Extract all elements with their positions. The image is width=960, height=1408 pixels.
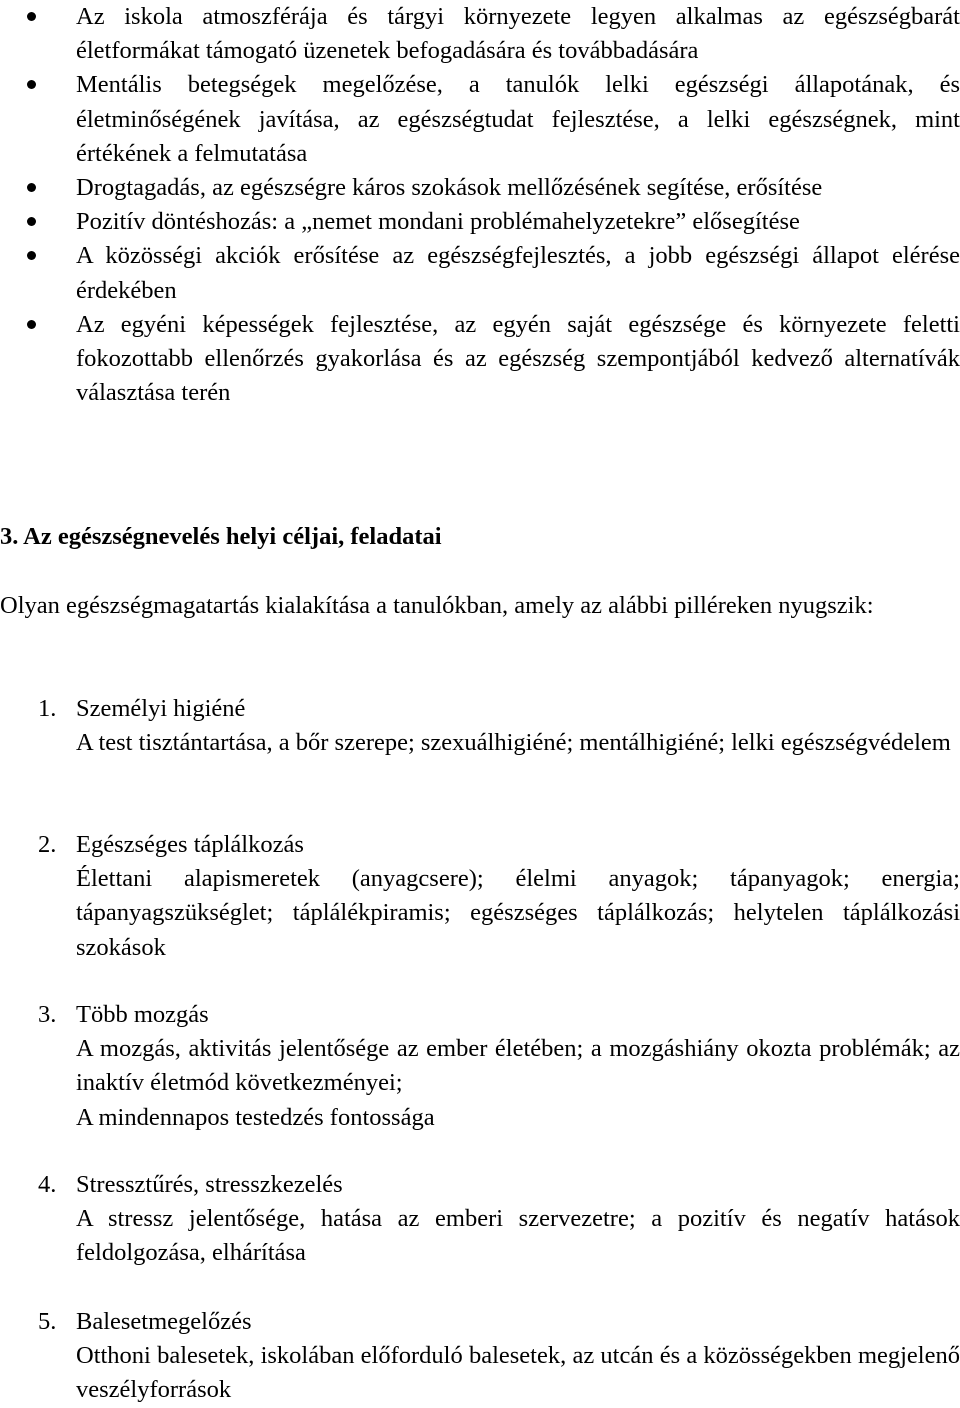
pillar-description-line: A mindennapos testedzés fontossága (76, 1103, 435, 1131)
section-heading: 3. Az egészségnevelés helyi céljai, feladatai (0, 523, 442, 550)
pillar-title: Balesetmegelőzés (76, 1308, 252, 1335)
bullet-list (0, 0, 960, 410)
section-intro: Olyan egészségmagatartás kialakítása a tanulókban, amely az alábbi pilléreken nyugszik: (0, 592, 874, 619)
bullet-item (0, 0, 960, 68)
bullet-dot-icon (27, 80, 36, 89)
bullet-dot-icon (27, 217, 36, 226)
pillar-description-line: A mozgás, aktivitás jelentősége az ember életében; a mozgáshiány okozta problémák; az inaktív életmód következményei; (76, 1035, 960, 1097)
bullet-dot-icon (27, 251, 36, 260)
pillar-description-line: Otthoni balesetek, iskolában előforduló balesetek, az utcán és a közösségekben megjelenő veszélyforrások (76, 1342, 960, 1404)
pillar-description (76, 862, 960, 965)
bullet-text: Az iskola atmoszférája és tárgyi környezete legyen alkalmas az egészségbarát életformákat támogató üzenetek befogadására és továbbadására (76, 3, 960, 65)
pillar-title: Személyi higiéné (76, 695, 246, 722)
pillar-description-line: Élettani alapismeretek (anyagcsere); élelmi anyagok; tápanyagok; energia; tápanyagszükséglet; táplálékpiramis; egészséges táplálkozás; helytelen táplálkozási szokások (76, 865, 960, 961)
pillar-number: 2. (38, 831, 57, 858)
pillar-number: 4. (38, 1171, 57, 1198)
bullet-item (0, 239, 960, 307)
pillar-description-line: A stressz jelentősége, hatása az emberi szervezetre; a pozitív és negatív hatások feldolgozása, elhárítása (76, 1205, 960, 1267)
bullet-dot-icon (27, 12, 36, 21)
bullet-item (0, 171, 960, 205)
bullet-item (0, 205, 960, 239)
bullet-dot-icon (27, 183, 36, 192)
bullet-text: Pozitív döntéshozás: a „nemet mondani problémahelyzetekre” elősegítése (76, 208, 800, 236)
pillar-description (76, 726, 960, 760)
bullet-dot-icon (27, 320, 36, 329)
pillar-description-line: A test tisztántartása, a bőr szerepe; szexuálhigiéné; mentálhigiéné; lelki egészségvédelem (76, 729, 951, 757)
pillar-number: 3. (38, 1001, 57, 1028)
pillar-title: Stressztűrés, stresszkezelés (76, 1171, 343, 1198)
bullet-text: A közösségi akciók erősítése az egészségfejlesztés, a jobb egészségi állapot elérése érdekében (76, 242, 960, 304)
bullet-text: Az egyéni képességek fejlesztése, az egyén saját egészsége és környezete feletti fokozottabb ellenőrzés gyakorlása és az egészség szempontjából kedvező alternatívák választása terén (76, 310, 960, 407)
pillar-description (76, 1339, 960, 1407)
bullet-item (0, 68, 960, 171)
pillar-title: Több mozgás (76, 1001, 209, 1028)
pillar-description (76, 1032, 960, 1135)
bullet-text: Drogtagadás, az egészségre káros szokások mellőzésének segítése, erősítése (76, 174, 823, 202)
bullet-item (0, 308, 960, 411)
pillar-title: Egészséges táplálkozás (76, 831, 304, 858)
pillar-number: 5. (38, 1308, 57, 1335)
pillar-number: 1. (38, 695, 57, 722)
pillar-description (76, 1202, 960, 1270)
bullet-text: Mentális betegségek megelőzése, a tanulók lelki egészségi állapotának, és életminőségének javítása, az egészségtudat fejlesztése, a lelki egészségnek, mint értékének a felmutatása (76, 71, 960, 167)
